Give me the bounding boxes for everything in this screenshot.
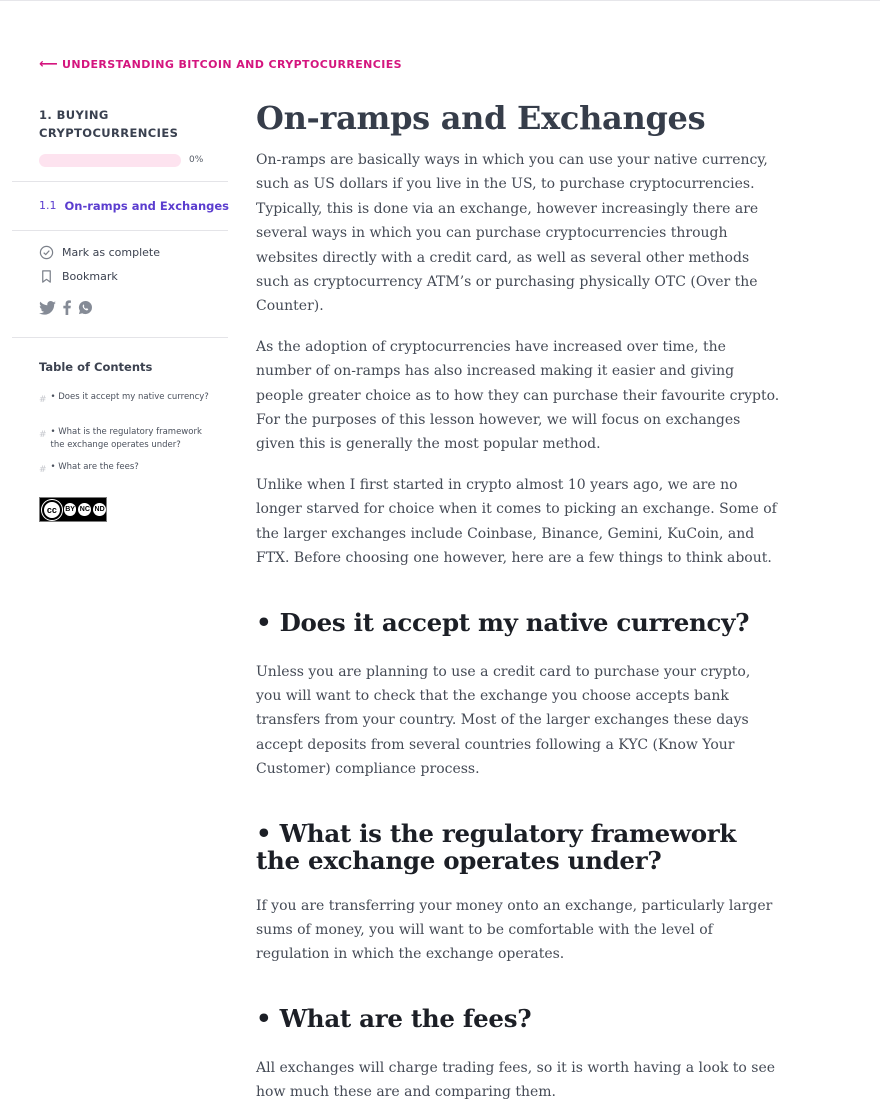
bookmark-icon [39, 269, 54, 284]
twitter-icon[interactable] [39, 301, 56, 315]
hash-icon: # [39, 395, 47, 405]
sidebar [0, 0, 240, 1069]
toc-item-label: • What is the regulatory framework the exchange operates under? [50, 427, 202, 450]
paragraph: As the adoption of cryptocurrencies have increased over time, the number of on-ramps has also increased making it easier and giving people greater choice as to how they can purchase their favourite crypto. For the purposes of this lesson however, we will focus on exchanges given this is generally the most popular method. [256, 338, 780, 453]
section-heading: • What is the regulatory framework the exchange operates under? [256, 818, 737, 875]
cc-by-label: BY [64, 503, 77, 516]
divider [12, 337, 228, 338]
toc-item[interactable] [39, 391, 209, 407]
hash-icon: # [39, 430, 47, 440]
lesson-title: On-ramps and Exchanges [64, 199, 230, 213]
paragraph: If you are transferring your money onto an exchange, particularly larger sums of money, you will want to be comfortable with the level of regulation in which the exchange operates. [256, 897, 773, 963]
lesson-link-current[interactable] [39, 199, 229, 213]
mark-complete-label: Mark as complete [62, 246, 160, 259]
arrow-left-icon: ⟵ [39, 57, 59, 72]
hash-icon: # [39, 465, 47, 475]
progress-label: 0% [189, 155, 204, 165]
mark-complete-button[interactable] [39, 245, 160, 260]
paragraph: On-ramps are basically ways in which you can use your native currency, such as US dollars if you live in the US, to purchase cryptocurrencies. Typically, this is done via an exchange, however increasingly there are several ways in which you can purchase cryptocurrencies through websites directly with a credit card, as well as several other methods such as cryptocurrency ATM’s or purchasing physically OTC (Over the Counter). [256, 152, 768, 315]
cc-nd-label: ND [93, 503, 106, 516]
toc-item-label: • What are the fees? [50, 462, 139, 472]
section-heading: • What are the fees? [256, 1003, 532, 1033]
check-circle-icon [39, 245, 54, 260]
divider [12, 230, 228, 231]
section-heading: • Does it accept my native currency? [256, 607, 750, 637]
toc-item-label: • Does it accept my native currency? [50, 392, 209, 402]
module-title: 1. BUYING CRYPTOCURRENCIES [39, 108, 179, 140]
toc-item[interactable] [39, 461, 209, 477]
bookmark-label: Bookmark [62, 270, 118, 283]
creative-commons-icon[interactable] [39, 497, 107, 522]
paragraph: All exchanges will charge trading fees, so it is worth having a look to see how much these are and comparing them. [256, 1059, 776, 1101]
cc-main-label: cc [42, 500, 62, 520]
paragraph: Unless you are planning to use a credit card to purchase your crypto, you will want to check that the exchange you choose accepts bank transfers from your country. Most of the larger exchanges these days accept deposits from several countries following a KYC (Know Your Customer) compliance process. [256, 663, 751, 778]
progress-bar [39, 154, 181, 167]
article [256, 96, 780, 1105]
page-title: On-ramps and Exchanges [256, 99, 706, 137]
bookmark-button[interactable] [39, 269, 118, 284]
toc-title: Table of Contents [39, 360, 153, 374]
paragraph: Unlike when I first started in crypto almost 10 years ago, we are no longer starved for choice when it comes to picking an exchange. Some of the larger exchanges include Coinbase, Binance, Gemini, KuCoin, and FTX. Before choosing one however, here are a few things to think about. [256, 476, 777, 567]
share-icons [39, 300, 93, 315]
cc-nc-label: NC [78, 503, 91, 516]
facebook-icon[interactable] [62, 300, 72, 315]
toc-item[interactable] [39, 426, 209, 452]
whatsapp-icon[interactable] [78, 300, 93, 315]
lesson-number: 1.1 [39, 199, 57, 212]
divider [12, 181, 228, 182]
back-link-label: UNDERSTANDING BITCOIN AND CRYPTOCURRENCIES [62, 58, 402, 71]
